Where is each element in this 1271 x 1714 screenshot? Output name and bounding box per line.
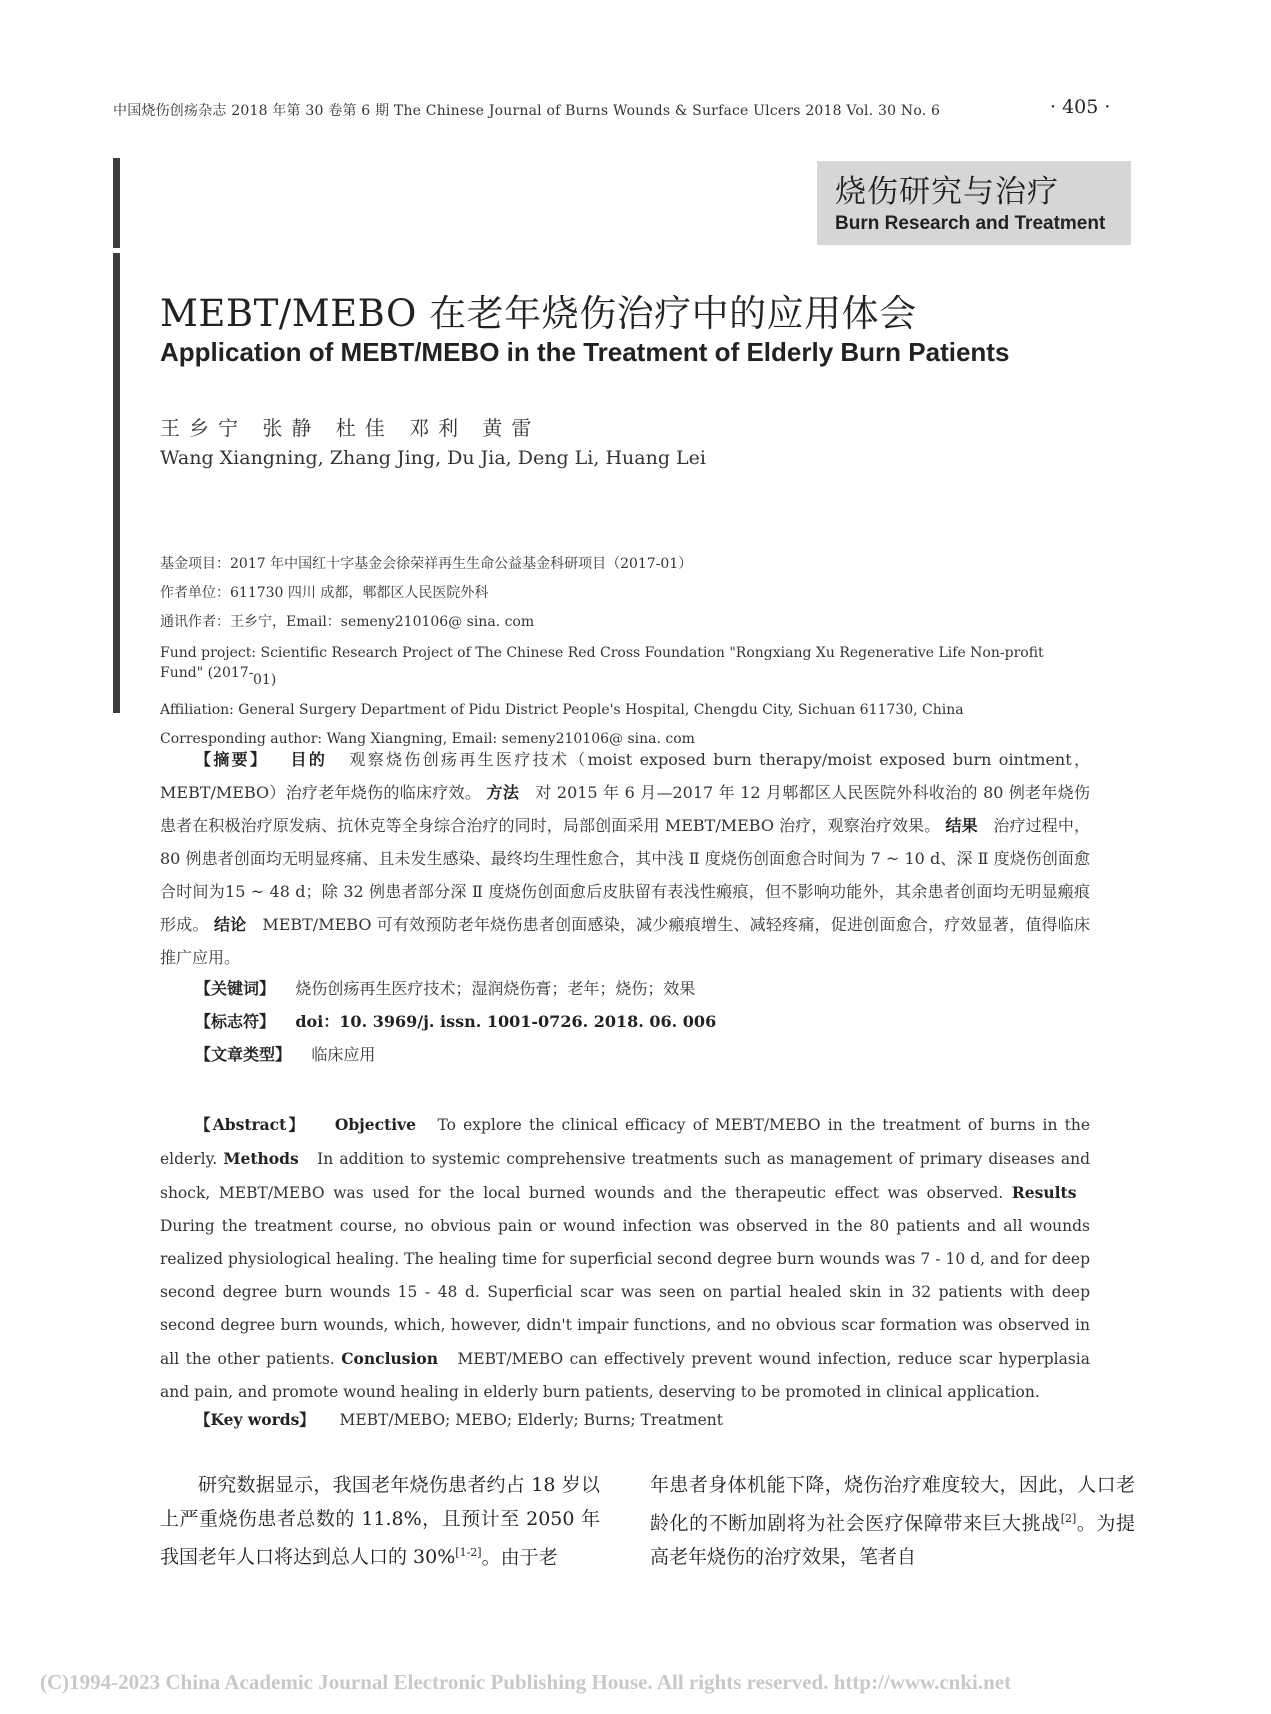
section-label-en: Burn Research and Treatment: [835, 213, 1106, 234]
fund-project-en: Fund project: Scientific Research Project of The Chinese Red Cross Foundation "Rongxiang Xu Regenerative Life Non-profit Fund" (2017-: [160, 645, 1044, 681]
article-type-label: 【文章类型】: [195, 1045, 292, 1064]
methods-en: In addition to systemic comprehensive treatments such as management of primary diseases and shock, MEBT/MEBO was used for the local burned wounds and the therapeutic effect was observed.: [160, 1150, 1090, 1202]
doi-label: 【标志符】: [195, 1012, 276, 1031]
conclusion-label-en: Conclusion: [341, 1349, 438, 1368]
citation-1-2[interactable]: [1-2]: [455, 1546, 482, 1559]
running-head: 中国烧伤创疡杂志 2018 年第 30 卷第 6 期 The Chinese Journal of Burns Wounds & Surface Ulcers 2018 Vol. 30 No. 6: [113, 103, 941, 119]
article-type-text: 临床应用: [311, 1045, 376, 1064]
body-right-end: 。为提高老年烧伤的治疗效果，笔者自: [650, 1512, 1135, 1569]
abstract-zh: [160, 743, 1090, 974]
article-title-en: Application of MEBT/MEBO in the Treatment of Elderly Burn Patients: [160, 337, 1010, 367]
results-label-en: Results: [1011, 1183, 1077, 1202]
article-title-zh: MEBT/MEBO 在老年烧伤治疗中的应用体会: [160, 292, 917, 335]
doi-line: [195, 1009, 716, 1032]
authors-en: Wang Xiangning, Zhang Jing, Du Jia, Deng Li, Huang Lei: [160, 447, 706, 469]
fund-project-zh: 基金项目：2017 年中国红十字基金会徐荣祥再生生命公益基金科研项目（2017-01）: [160, 556, 693, 572]
abstract-zh-label: 【摘要】: [195, 750, 269, 769]
objective-label-en: Objective: [334, 1115, 417, 1134]
copyright-watermark: (C)1994-2023 China Academic Journal Electronic Publishing House. All rights reserved. http://www.cnki.net: [40, 1670, 1012, 1694]
section-label-zh: 烧伤研究与治疗: [835, 174, 1059, 210]
results-label-zh: 结果: [945, 816, 978, 835]
section-bar: [113, 158, 120, 248]
methods-label-zh: 方法: [486, 783, 520, 802]
affiliation-zh: 作者单位：611730 四川 成都，郫都区人民医院外科: [160, 585, 489, 601]
abstract-en: [160, 1108, 1090, 1409]
body-column-left: [160, 1468, 600, 1574]
keywords-zh-text: 烧伤创疡再生医疗技术；湿润烧伤膏；老年；烧伤；效果: [295, 979, 696, 998]
body-left-text: 研究数据显示，我国老年烧伤患者约占 18 岁以上严重烧伤患者总数的 11.8%，且预计至 2050 年我国老年人口将达到总人口的 30%: [160, 1474, 600, 1569]
body-left-end: 。由于老: [481, 1546, 558, 1569]
authors-zh: 王乡宁 张静 杜佳 邓利 黄雷: [160, 416, 541, 440]
methods-zh: 对 2015 年 6 月—2017 年 12 月郫都区人民医院外科收治的 80 例老年烧伤患者在积极治疗原发病、抗休克等全身综合治疗的同时，局部创面采用 MEBT/MEBO 治疗，观察治疗效果。: [160, 783, 1090, 835]
body-column-right: [650, 1468, 1135, 1574]
corresponding-author-en: Corresponding author: Wang Xiangning, Email: semeny210106@ sina. com: [160, 731, 695, 747]
keywords-en: [195, 1408, 723, 1430]
keywords-zh-label: 【关键词】: [195, 979, 276, 998]
citation-2[interactable]: [2]: [1060, 1512, 1077, 1525]
methods-label-en: Methods: [223, 1149, 299, 1168]
title-bar: [113, 253, 120, 713]
keywords-zh: [195, 976, 695, 999]
corresponding-author-zh: 通讯作者：王乡宁，Email：semeny210106@ sina. com: [160, 614, 535, 630]
page-number: · 405 ·: [1050, 96, 1111, 118]
objective-label-zh: 目的: [290, 750, 328, 769]
doi-text: doi：10. 3969/j. issn. 1001-0726. 2018. 06. 006: [295, 1012, 717, 1031]
article-type-line: [195, 1042, 375, 1065]
keywords-en-label: 【Key words】: [195, 1410, 315, 1429]
affiliation-en: Affiliation: General Surgery Department of Pidu District People's Hospital, Chengdu City, Sichuan 611730, China: [160, 702, 964, 718]
fund-project-en-cont: 01): [253, 672, 277, 688]
objective-zh: 观察烧伤创疡再生医疗技术（moist exposed burn therapy/moist exposed burn ointment，MEBT/MEBO）治疗老年烧伤的临床疗效。: [160, 750, 1090, 802]
body-right-text: 年患者身体机能下降，烧伤治疗难度较大，因此，人口老龄化的不断加剧将为社会医疗保障带来巨大挑战: [650, 1474, 1135, 1535]
keywords-en-text: MEBT/MEBO; MEBO; Elderly; Burns; Treatment: [339, 1411, 724, 1429]
results-zh: 治疗过程中，80 例患者创面均无明显疼痛、且未发生感染、最终均生理性愈合，其中浅 Ⅱ 度烧伤创面愈合时间为 7 ~ 10 d、深 Ⅱ 度烧伤创面愈合时间为15 ~ 48 d；除 32 例患者部分深 Ⅱ 度烧伤创面愈后皮肤留有表浅性瘢痕，但不影响功能外，其余患者创面均无明显瘢痕形成。: [160, 816, 1090, 934]
abstract-en-label: 【Abstract】: [195, 1115, 307, 1134]
conclusion-label-zh: 结论: [213, 915, 247, 934]
conclusion-zh: MEBT/MEBO 可有效预防老年烧伤患者创面感染，减少瘢痕增生、减轻疼痛，促进创面愈合，疗效显著，值得临床推广应用。: [160, 915, 1090, 967]
results-en: During the treatment course, no obvious pain or wound infection was observed in the 80 patients and all wounds realized physiological healing. The healing time for superficial second degree burn wounds was 7 - 10 d, and for deep second degree burn wounds 15 - 48 d. Superficial scar was seen on partial healed skin in 32 patients with deep second degree burn wounds, which, however, didn't impair functions, and no obvious scar formation was observed in all the other patients.: [160, 1217, 1090, 1368]
objective-en: To explore the clinical efficacy of MEBT/MEBO in the treatment of burns in the elderly.: [160, 1116, 1090, 1168]
conclusion-en: MEBT/MEBO can effectively prevent wound infection, reduce scar hyperplasia and pain, and promote wound healing in elderly burn patients, deserving to be promoted in clinical application.: [160, 1350, 1090, 1401]
